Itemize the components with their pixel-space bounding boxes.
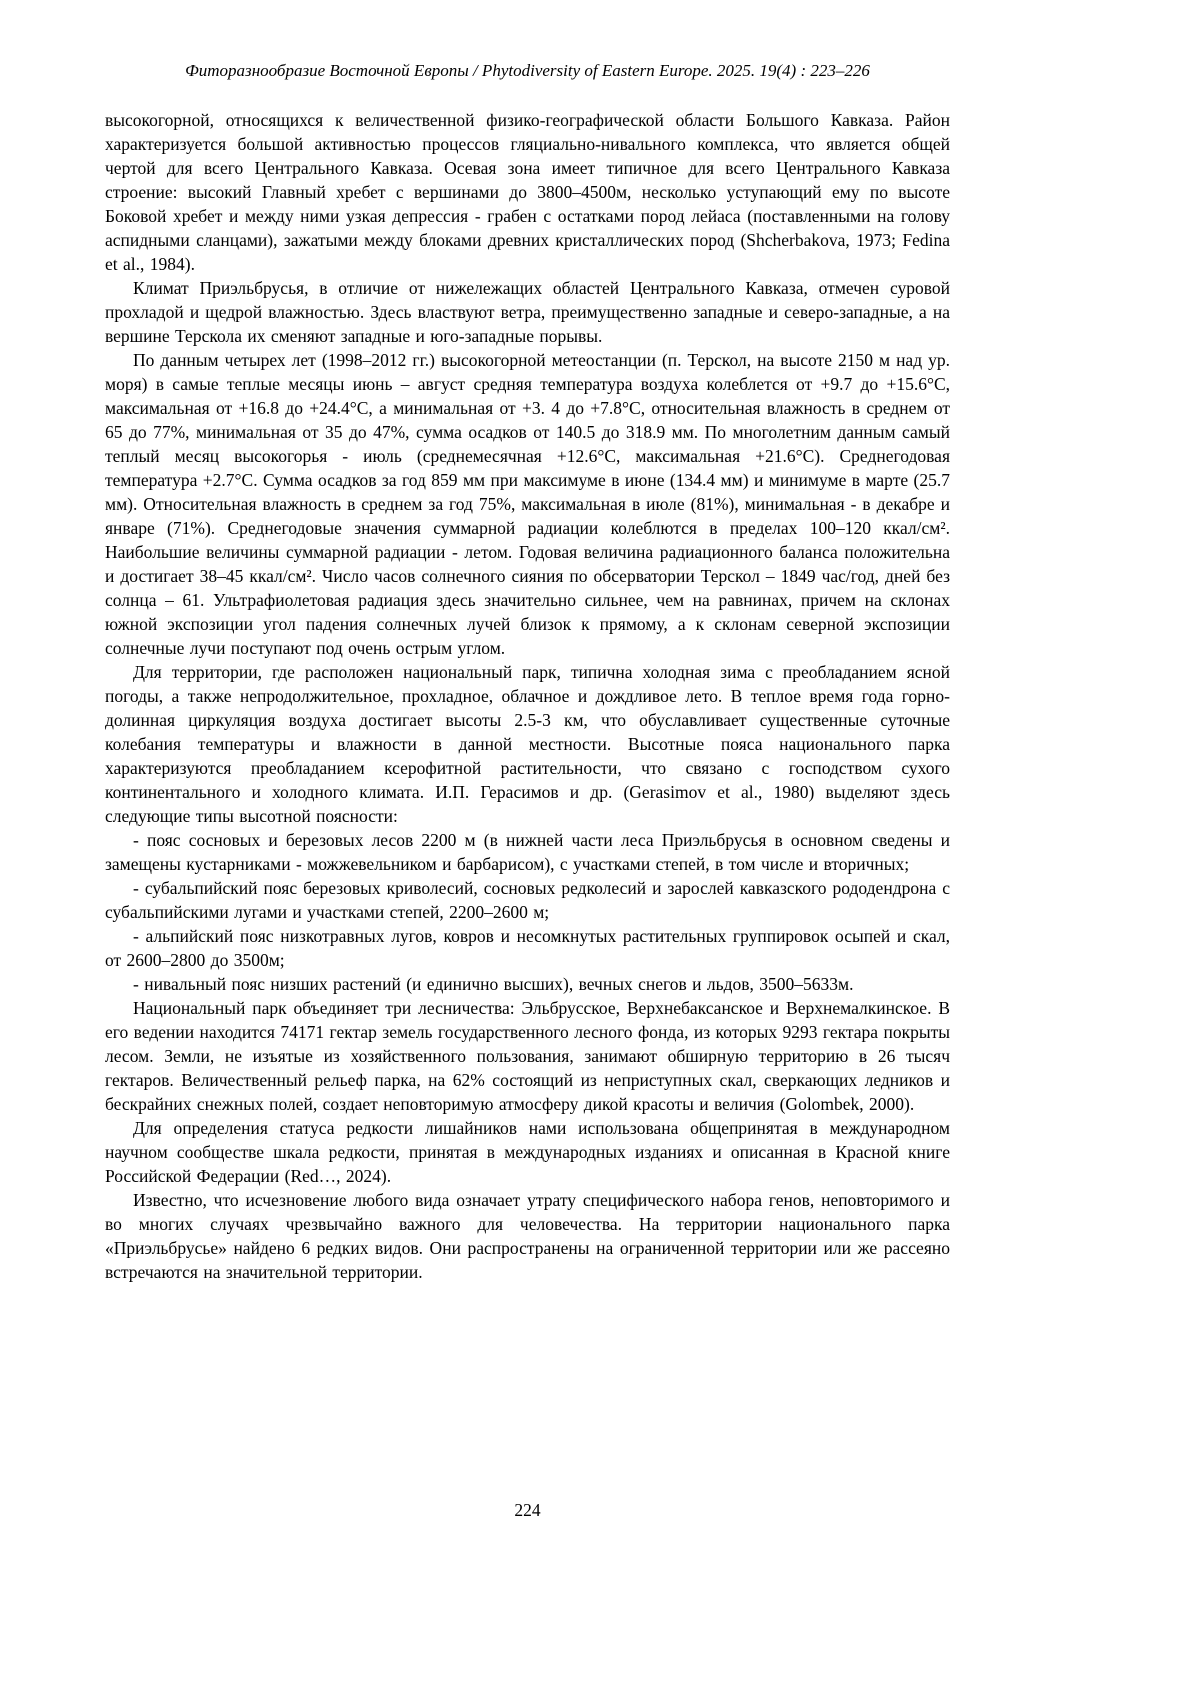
body-paragraph-list-item: - субальпийский пояс березовых криволесий, сосновых редколесий и зарослей кавказского рододендрона с субальпийскими лугами и участками степей, 2200–2600 м; xyxy=(105,878,950,922)
body-paragraph-list-item: - нивальный пояс низших растений (и единично высших), вечных снегов и льдов, 3500–5633м. xyxy=(133,974,854,994)
body-paragraph: высокогорной, относящихся к величественной физико-географической области Большого Кавказа. Район характеризуется большой активностью процессов гляциально-нивального комплекса, что является общей чертой для всего Центрального Кавказа. Осевая зона имеет типичное для всего Центрального Кавказа строение: высокий Главный хребет с вершинами до 3800–4500м, несколько уступающий ему по высоте Боковой хребет и между ними узкая депрессия - грабен с остатками пород лейаса (поставленными на голову аспидными сланцами), зажатыми между блоками древних кристаллических пород (Shcherbakova, 1973; Fedina et al., 1984). xyxy=(105,110,950,274)
body-paragraph: По данным четырех лет (1998–2012 гг.) высокогорной метеостанции (п. Терскол, на высоте 2150 м над ур. моря) в самые теплые месяцы июнь – август средняя температура воздуха колеблется от +9.7 до +15.6°С, максимальная от +16.8 до +24.4°С, а минимальная от +3. 4 до +7.8°С, относительная влажность в среднем от 65 до 77%, минимальная от 35 до 47%, сумма осадков от 140.5 до 318.9 мм. По многолетним данным самый теплый месяц высокогорья - июль (среднемесячная +12.6°С, максимальная +21.6°С). Среднегодовая температура +2.7°С. Сумма осадков за год 859 мм при максимуме в июне (134.4 мм) и минимуме в марте (25.7 мм). Относительная влажность в среднем за год 75%, максимальная в июле (81%), минимальная - в декабре и январе (71%). Среднегодовые значения суммарной радиации колеблются в пределах 100–120 ккал/см². Наибольшие величины суммарной радиации - летом. Годовая величина радиационного баланса положительна и достигает 38–45 ккал/см². Число часов солнечного сияния по обсерватории Терскол – 1849 час/год, дней без солнца – 61. Ультрафиолетовая радиация здесь значительно сильнее, чем на равнинах, причем на склонах южной экспозиции угол падения солнечных лучей близок к прямому, а к склонам северной экспозиции солнечные лучи поступают под очень острым углом. xyxy=(105,350,950,658)
journal-running-title: Фиторазнообразие Восточной Европы / Phytodiversity of Eastern Europe. 2025. 19(4) : 223–226 xyxy=(185,61,870,80)
body-paragraph: Национальный парк объединяет три лесничества: Эльбрусское, Верхнебаксанское и Верхнемалкинское. В его ведении находится 74171 гектар земель государственного лесного фонда, из которых 9293 гектара покрыты лесом. Земли, не изъятые из хозяйственного пользования, занимают обширную территорию в 26 тысяч гектаров. Величественный рельеф парка, на 62% состоящий из неприступных скал, сверкающих ледников и бескрайних снежных полей, создает неповторимую атмосферу дикой красоты и величия (Golombek, 2000). xyxy=(105,998,950,1114)
body-paragraph: Климат Приэльбрусья, в отличие от нижележащих областей Центрального Кавказа, отмечен суровой прохладой и щедрой влажностью. Здесь властвуют ветра, преимущественно западные и северо-западные, а на вершине Терскола их сменяют западные и юго-западные порывы. xyxy=(105,278,950,346)
body-paragraph: Для территории, где расположен национальный парк, типична холодная зима с преобладанием ясной погоды, а также непродолжительное, прохладное, облачное и дождливое лето. В теплое время года горно-долинная циркуляция воздуха достигает высоты 2.5-3 км, что обуславливает существенные суточные колебания температуры и влажности в данной местности. Высотные пояса национального парка характеризуются преобладанием ксерофитной растительности, что связано с господством сухого континентального и холодного климата. И.П. Герасимов и др. (Gerasimov et al., 1980) выделяют здесь следующие типы высотной поясности: xyxy=(105,662,950,826)
body-paragraph: Известно, что исчезновение любого вида означает утрату специфического набора генов, неповторимого и во многих случаях чрезвычайно важного для человечества. На территории национального парка «Приэльбрусье» найдено 6 редких видов. Они распространены на ограниченной территории или же рассеяно встречаются на значительной территории. xyxy=(105,1190,950,1282)
article-body xyxy=(105,108,950,1284)
body-paragraph-list-item: - пояс сосновых и березовых лесов 2200 м (в нижней части леса Приэльбрусья в основном сведены и замещены кустарниками - можжевельником и барбарисом), с участками степей, в том числе и вторичных; xyxy=(105,830,950,874)
page-content xyxy=(105,60,950,1284)
body-paragraph-list-item: - альпийский пояс низкотравных лугов, ковров и несомкнутых растительных группировок осыпей и скал, от 2600–2800 до 3500м; xyxy=(105,926,950,970)
body-paragraph: Для определения статуса редкости лишайников нами использована общепринятая в международном научном сообществе шкала редкости, принятая в международных изданиях и описанная в Красной книге Российской Федерации (Red…, 2024). xyxy=(105,1118,950,1186)
page-number: 224 xyxy=(514,1500,541,1520)
